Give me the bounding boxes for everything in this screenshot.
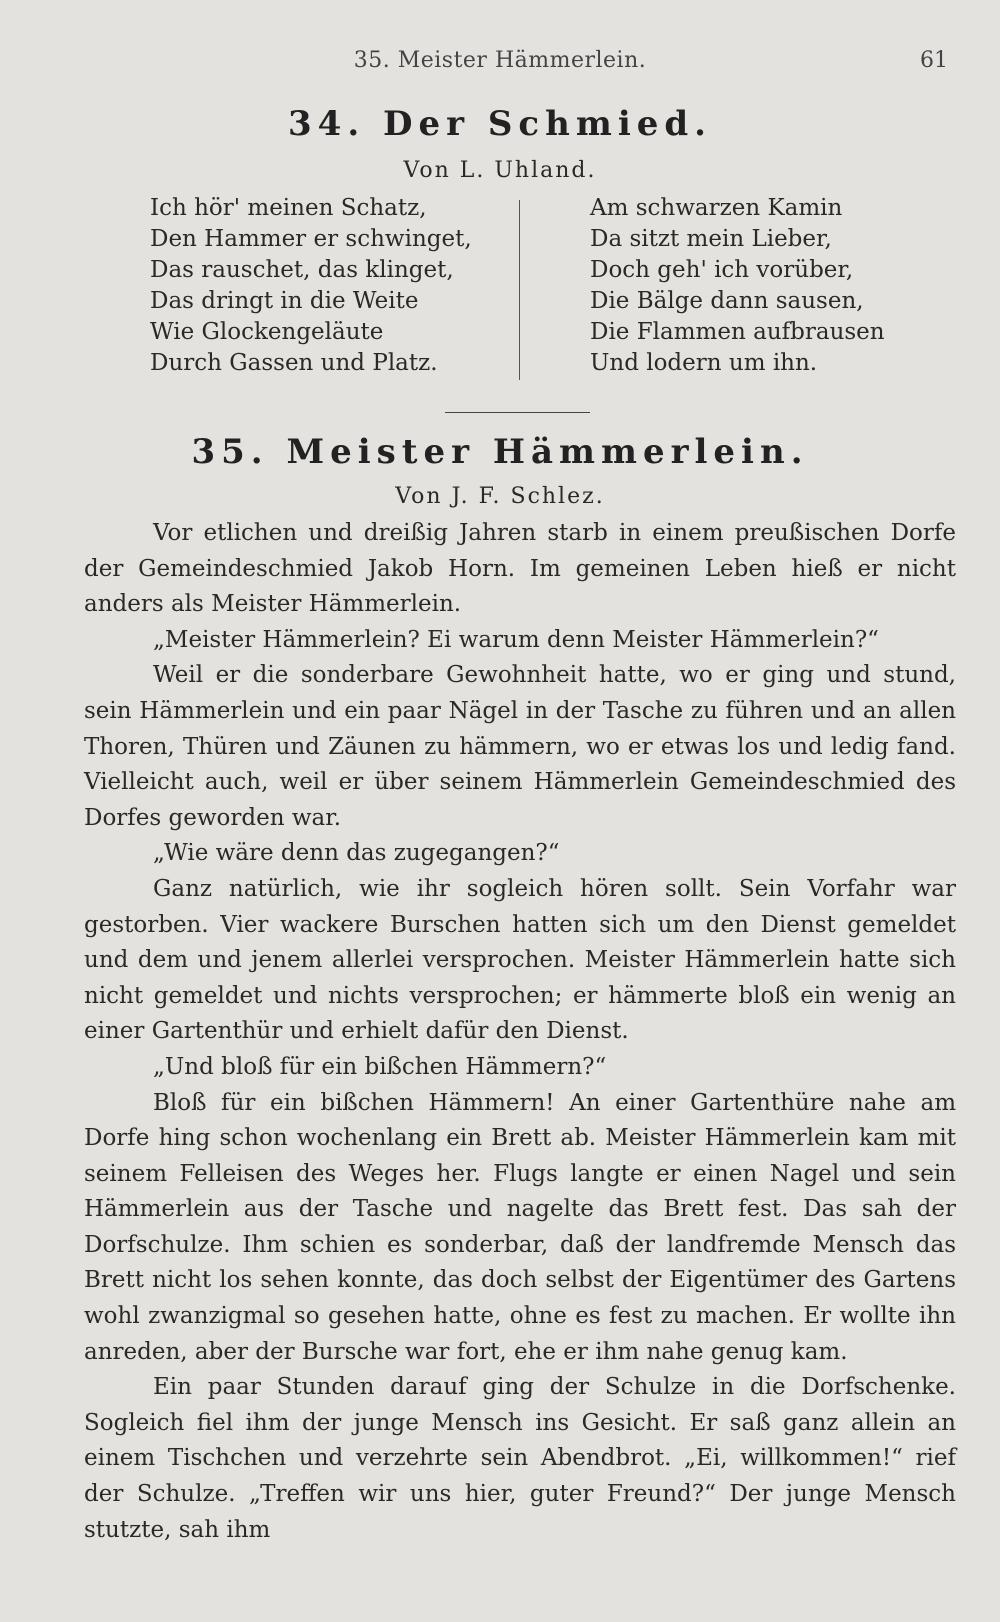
poem-line: Wie Glockengeläute	[150, 319, 384, 345]
poem-byline: Von L. Uhland.	[403, 158, 597, 183]
poem-line: Das rauschet, das klinget,	[150, 257, 454, 283]
paragraph: Ganz natürlich, wie ihr sogleich hören sollt. Sein Vorfahr war gestorben. Vier wackere Burschen hatten sich um den Dienst gemeldet und dem und jenem allerlei versprochen. Meister Hämmerlein hatte sich nicht gemeldet und nichts versprochen; er hämmerte bloß ein wenig an einer Gartenthür und erhielt dafür den Dienst.	[84, 875, 956, 1045]
poem-left-stanza	[150, 193, 472, 379]
poem-line: Doch geh' ich vorüber,	[590, 257, 854, 283]
paragraph: Weil er die sonderbare Gewohnheit hatte, wo er ging und stund, sein Hämmerlein und ein paar Nägel in der Tasche zu führen und an allen Thoren, Thüren und Zäunen zu hämmern, wo er etwas los und ledig fand. Vielleicht auch, weil er über seinem Hämmerlein Gemeindeschmied des Dorfes geworden war.	[84, 662, 956, 831]
poem-line: Da sitzt mein Lieber,	[590, 226, 832, 252]
paragraph: Bloß für ein bißchen Hämmern! An einer Gartenthüre nahe am Dorfe hing schon wochenlang ein Brett ab. Meister Hämmerlein kam mit seinem Felleisen des Weges her. Flugs langte er einen Nagel und sein Hämmerlein aus der Tasche und nagelte das Brett fest. Das sah der Dorfschulze. Ihm schien es sonderbar, daß der landfremde Mensch das Brett nicht los sehen konnte, das doch selbst der Eigentümer des Gartens wohl zwanzigmal so gesehen hatte, ohne es fest zu machen. Er wollte ihn anreden, aber der Bursche war fort, ehe er ihm nahe genug kam.	[84, 1089, 956, 1365]
paragraph: Ein paar Stunden darauf ging der Schulze in die Dorfschenke. Sogleich fiel ihm der junge Mensch ins Gesicht. Er saß ganz allein an einem Tischchen und verzehrte sein Abendbrot. „Ei, willkommen!“ rief der Schulze. „Treffen wir uns hier, guter Freund?“ Der junge Mensch stutzte, sah ihm	[84, 1374, 956, 1543]
poem-line: Ich hör' meinen Schatz,	[150, 195, 427, 221]
paragraph: „Und bloß für ein bißchen Hämmern?“	[153, 1053, 607, 1080]
story-body	[84, 516, 956, 1548]
page-number: 61	[920, 48, 948, 73]
paragraph: „Wie wäre denn das zugegangen?“	[153, 840, 560, 867]
story-title: 35. Meister Hämmerlein.	[191, 432, 809, 472]
poem-line: Das dringt in die Weite	[150, 288, 419, 314]
poem-line: Durch Gassen und Platz.	[150, 350, 438, 376]
section-divider	[445, 412, 590, 413]
poem-title: 34. Der Schmied.	[288, 104, 712, 144]
poem-line: Und lodern um ihn.	[590, 350, 818, 376]
column-divider	[519, 200, 520, 380]
story-byline: Von J. F. Schlez.	[395, 484, 605, 509]
paragraph: „Meister Hämmerlein? Ei warum denn Meister Hämmerlein?“	[153, 626, 879, 653]
poem-line: Die Bälge dann sausen,	[590, 288, 864, 314]
poem-line: Den Hammer er schwinget,	[150, 226, 472, 252]
poem-right-stanza	[590, 193, 885, 379]
poem-line: Am schwarzen Kamin	[590, 195, 843, 221]
running-head: 35. Meister Hämmerlein.	[353, 48, 647, 73]
paragraph: Vor etlichen und dreißig Jahren starb in einem preußischen Dorfe der Gemeindeschmied Jakob Horn. Im gemeinen Leben hieß er nicht anders als Meister Hämmerlein.	[84, 520, 956, 618]
poem-line: Die Flammen aufbrausen	[590, 319, 885, 345]
